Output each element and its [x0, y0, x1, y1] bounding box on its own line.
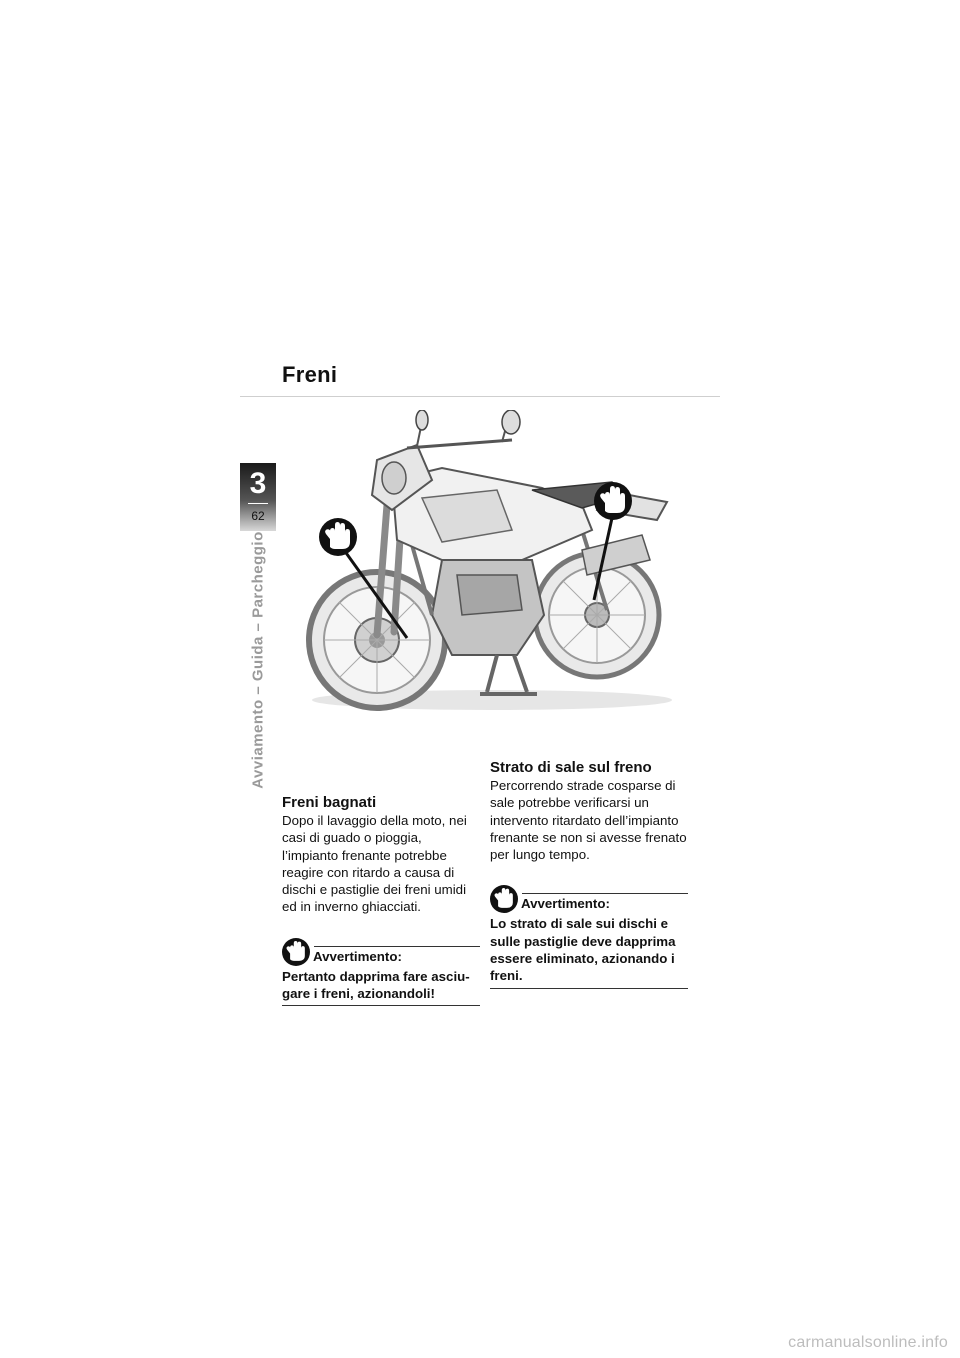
warning-top-rule — [522, 893, 688, 894]
watermark: carmanualsonline.info — [788, 1334, 948, 1351]
page-number: 62 — [251, 509, 265, 523]
chapter-divider — [248, 503, 268, 504]
warning-box — [490, 885, 688, 988]
warning-title: Avvertimento: — [521, 896, 610, 912]
section-wet-brakes — [282, 794, 480, 1006]
warning-box — [282, 938, 480, 1007]
section-heading: Freni bagnati — [282, 794, 377, 811]
warning-hand-icon — [282, 938, 310, 966]
chapter-side-label: Avviamento – Guida – Parcheggio — [249, 531, 267, 789]
warning-hand-icon — [319, 518, 357, 556]
chapter-tab — [240, 463, 276, 531]
chapter-number: 3 — [249, 467, 267, 500]
warning-text: Lo strato di sale sui dischi e sulle pastiglie deve dapprima essere eliminato, azionando i freni. — [490, 915, 688, 988]
warning-hand-icon — [490, 885, 518, 913]
warning-top-rule — [314, 946, 480, 947]
title-divider — [240, 396, 720, 397]
section-text: Dopo il lavaggio della moto, nei casi di guado o pioggia, l’impianto frenante potrebbe reagire con ritardo a causa di dischi e pastiglie dei freni umidi ed in inverno ghiacciati. — [282, 813, 467, 915]
warning-title: Avvertimento: — [313, 948, 402, 964]
section-salt-layer — [490, 759, 688, 989]
warning-text: Pertanto dapprima fare asciu- gare i freni, azionandoli! — [282, 968, 480, 1007]
section-text: Percorrendo strade cosparse di sale potrebbe verificarsi un intervento ritardato dell’impianto frenante se non si avesse frenato per lungo tempo. — [490, 778, 687, 863]
section-heading: Strato di sale sul freno — [490, 759, 652, 776]
page-title: Freni — [282, 362, 338, 387]
warning-hand-icon — [594, 482, 632, 520]
motorcycle-illustration — [282, 410, 702, 728]
